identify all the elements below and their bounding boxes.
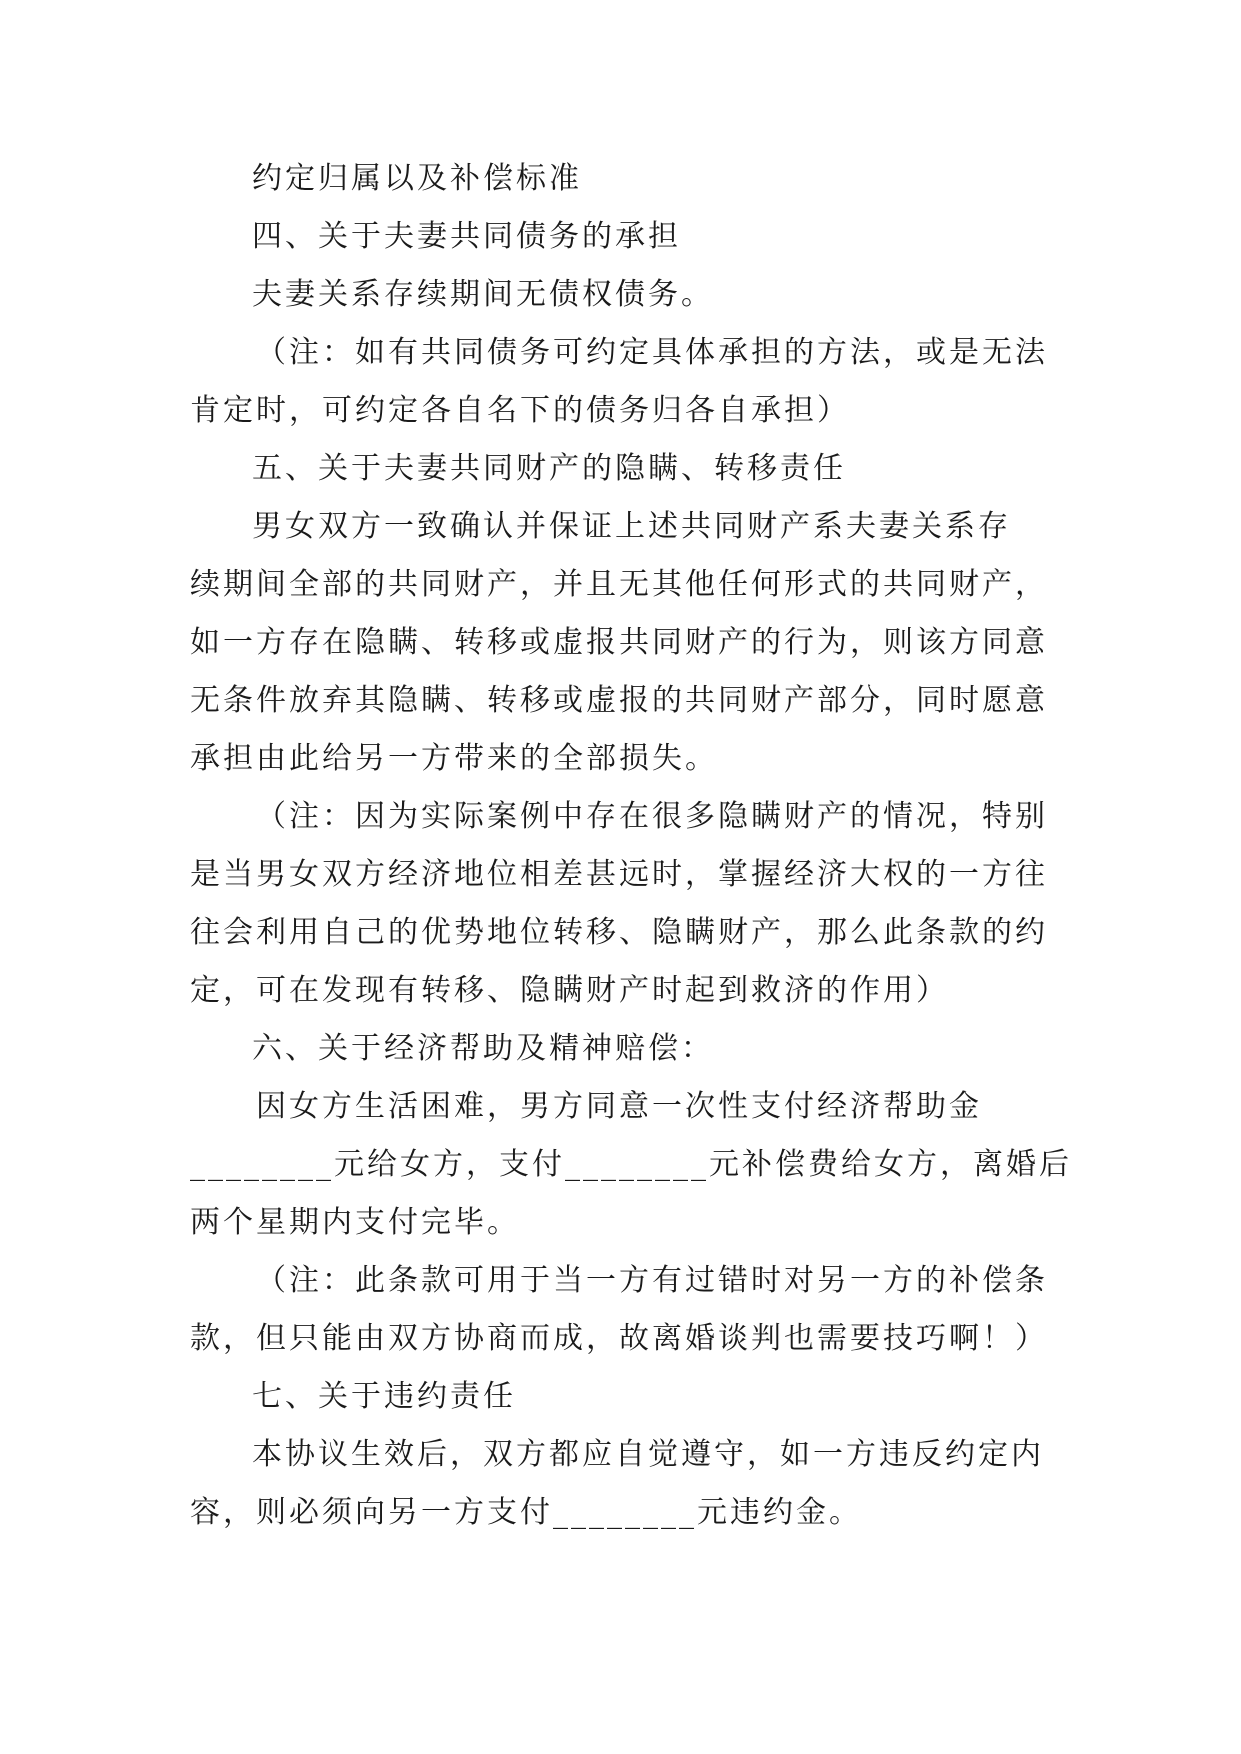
- paragraph-line-9: 本协议生效后，双方都应自觉遵守，如一方违反约定内: [252, 1437, 1044, 1472]
- note-line-8: 款，但只能由双方协商而成，故离婚谈判也需要技巧啊！）: [190, 1321, 1048, 1356]
- note-line-7: （注：此条款可用于当一方有过错时对另一方的补偿条: [256, 1263, 1048, 1298]
- note-line-1: （注：如有共同债务可约定具体承担的方法，或是无法: [256, 335, 1048, 370]
- section-heading-5: 五、关于夫妻共同财产的隐瞒、转移责任: [252, 451, 846, 486]
- paragraph-line-7: ________元给女方，支付________元补偿费给女方，离婚后: [190, 1147, 1072, 1182]
- section-heading-7: 七、关于违约责任: [252, 1379, 516, 1414]
- note-line-2: 肯定时，可约定各自名下的债务归各自承担）: [190, 393, 850, 428]
- paragraph-line-1: 男女双方一致确认并保证上述共同财产系夫妻关系存: [252, 509, 1011, 544]
- paragraph-line-2: 续期间全部的共同财产，并且无其他任何形式的共同财产，: [190, 567, 1048, 602]
- text-line-1: 约定归属以及补偿标准: [252, 161, 582, 196]
- paragraph-line-6: 因女方生活困难，男方同意一次性支付经济帮助金: [256, 1089, 982, 1124]
- paragraph-line-10: 容，则必须向另一方支付________元违约金。: [190, 1495, 862, 1530]
- document-page: [190, 150, 1072, 1542]
- paragraph-line-5: 承担由此给另一方带来的全部损失。: [190, 741, 718, 776]
- section-heading-4: 四、关于夫妻共同债务的承担: [252, 219, 681, 254]
- note-line-5: 往会利用自己的优势地位转移、隐瞒财产，那么此条款的约: [190, 915, 1048, 950]
- section-heading-6: 六、关于经济帮助及精神赔偿：: [252, 1031, 714, 1066]
- paragraph-line-4: 无条件放弃其隐瞒、转移或虚报的共同财产部分，同时愿意: [190, 683, 1048, 718]
- note-line-6: 定，可在发现有转移、隐瞒财产时起到救济的作用）: [190, 973, 949, 1008]
- paragraph-line-8: 两个星期内支付完毕。: [190, 1205, 520, 1240]
- note-line-3: （注：因为实际案例中存在很多隐瞒财产的情况，特别: [256, 799, 1048, 834]
- note-line-4: 是当男女双方经济地位相差甚远时，掌握经济大权的一方往: [190, 857, 1048, 892]
- text-line-3: 夫妻关系存续期间无债权债务。: [252, 277, 714, 312]
- paragraph-line-3: 如一方存在隐瞒、转移或虚报共同财产的行为，则该方同意: [190, 625, 1048, 660]
